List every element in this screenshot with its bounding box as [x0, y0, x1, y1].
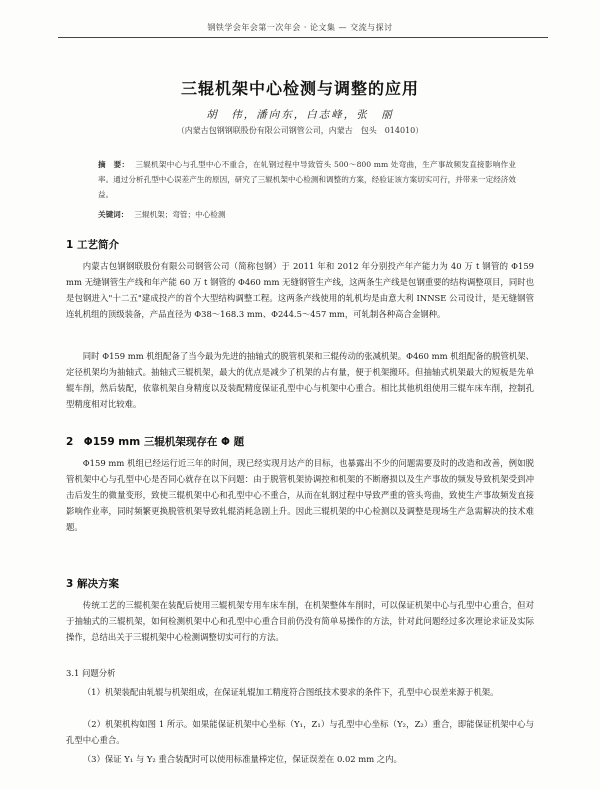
- authors: 胡 伟，潘向东，白志峰，张 丽: [206, 109, 394, 121]
- abstract-text: 三辊机架中心与孔型中心不重合，在轧钢过程中导致管头 500～800 mm 处弯曲，生产事故频发直接影响作业率。通过分析孔型中心误差产生的原因，研究了三辊机架中心检测和调整的方案，经验证该方案切实可行，并带来一定经济效益。: [98, 160, 516, 199]
- running-header: 钢铁学会年会第一次年会 · 论文集 — 交流与探讨: [207, 23, 393, 32]
- subsection-3-1-heading: 3.1 问题分析: [66, 668, 116, 678]
- section-1-paragraph: 同时 Φ159 mm 机组配备了当今最为先进的抽轴式的脱管机架和三辊传动的张减机架。Φ460 mm 机组配备的脱管机架、定径机架均为抽轴式。抽轴式三辊机架，最大的优点是减少了机架的占有量，便于机架搬环。但抽轴式机架最大的短板是先单辊车削，然后装配，依靠机架自身精度以及装配精度保证孔型中心与机架中心重合。相比其他机组使用三辊车床车削，控制孔型精度相对比较难。: [66, 351, 534, 409]
- subsection-item: （3）保证 Y₁ 与 Y₂ 重合装配时可以使用标准量棒定位，保证误差在 0.02 mm 之内。: [82, 754, 402, 764]
- keywords-text: 三辊机架；弯管；中心检测: [134, 210, 226, 219]
- section-2-paragraph: Φ159 mm 机组已经运行近三年的时间，现已经实现月达产的目标，也暴露出不少的问题需要及时的改造和改善，例如脱管机架中心与孔型中心是否同心就存在以下问题：由于脱管机架协调控和机架的不断磨损以及生产事故的频发导致机架受到冲击后发生的微量变形，致使三辊机架中心和孔型中心不重合，从而在轧钢过程中导致严重的管头弯曲，致使生产事故频发直接影响作业率，同时频繁更换脱管机架导致轧辊消耗急剧上升。因此三辊机架的中心检测以及调整是现场生产急需解决的技术难题。: [66, 458, 534, 532]
- paper-title: 三辊机架中心检测与调整的应用: [180, 79, 419, 98]
- keywords: [98, 209, 516, 220]
- section-1-paragraph: 内蒙古包钢钢联股份有限公司钢管公司（简称包钢）于 2011 年和 2012 年分别投产年产能力为 40 万 t 钢管的 Φ159 mm 无缝钢管生产线和年产能 60 万 t 钢管的 Φ460 mm 无缝钢管生产线，这两条生产线是包钢重要的结构调整项目，同时也是包钢进入"十二五"建成投产的首个大型结构调整工程。这两条产线使用的轧机均是由意大利 INNSE 公司设计，是无缝钢管连轧机组的顶级装备，产品直径为 Φ38～168.3 mm、Φ244.5～457 mm，可轧制各种高合金钢种。: [66, 261, 534, 319]
- abstract: [98, 157, 516, 202]
- subsection-item: （1）机架装配由轧辊与机架组成，在保证轧辊加工精度符合图纸技术要求的条件下，孔型中心误差来源于机架。: [82, 687, 499, 697]
- section-3-heading: 3 解决方案: [66, 578, 119, 590]
- section-2-heading: 2 Φ159 mm 三辊机架现存在 Φ 题: [66, 436, 245, 448]
- header-rule: [58, 37, 548, 38]
- abstract-label: 摘 要：: [98, 160, 130, 169]
- affiliation: （内蒙古包钢钢联股份有限公司钢管公司，内蒙古 包头 014010）: [176, 126, 424, 135]
- section-3-paragraph: 传统工艺的三辊机架在装配后使用三辊机架专用车床车削，在机架整体车削时，可以保证机架中心与孔型中心重合，但对于抽轴式的三辊机架，如何检测机架中心和孔型中心重合目前仍没有简单易操作的方法，针对此问题经过多次理论求证及实际操作，总结出关于三辊机架中心检测调整切实可行的方法。: [66, 600, 534, 642]
- subsection-item: （2）机架机构如图 1 所示。如果能保证机架中心坐标（Y₁，Z₁）与孔型中心坐标（Y₂，Z₂）重合，即能保证机架中心与孔型中心重合。: [66, 719, 534, 745]
- keywords-label: 关键词：: [98, 210, 129, 219]
- section-1-heading: 1 工艺简介: [66, 239, 119, 251]
